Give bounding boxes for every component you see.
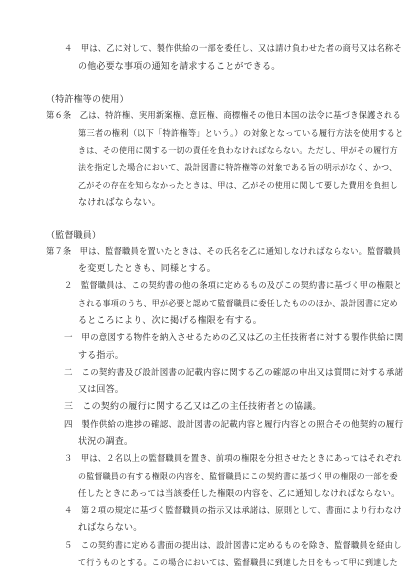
- article-7-para-5-line-2: て行うものとする。この場合においては、監督職員に到達した日をもって甲に到達した: [78, 558, 398, 567]
- article-6-line-4: 法を指定した場合において、設計図書に特許権等の対象である旨の明示がなく、かつ、: [78, 163, 398, 173]
- article-7-line-1: 第７条 甲は、監督職員を置いたときは、その氏名を乙に通知しなければならない。監督職員: [46, 245, 401, 256]
- article-6-line-3: きは、その使用に関する一切の責任を負わなければならない。ただし、甲がその履行方: [78, 145, 398, 155]
- article-6-line-1: 第６条 乙は、特許権、実用新案権、意匠権、商標権その他日本国の法令に基づき保護される: [46, 110, 401, 121]
- item-1-line-1: 一 甲の意図する物件を納入させるための乙又は乙の主任技術者に対する製作供給に関: [64, 333, 404, 344]
- article-7-para-3-line-2: の監督職員の有する権限の内容を、監督職員にこの契約書に基づく甲の権限の一部を委: [78, 471, 398, 481]
- item-2-line-1: 二 この契約書及び設計図書の記載内容に関する乙の確認の申出又は質問に対する承諾: [64, 367, 404, 378]
- clause-5-para-4-line-1: ４ 甲は、乙に対して、製作供給の一部を委任し、又は請け負わせた者の商号又は名称そ: [64, 43, 402, 53]
- heading-patent-rights: （特許権等の使用）: [46, 94, 129, 105]
- article-7-para-3-line-3: 任したときにあっては当該委任した権限の内容を、乙に通知しなければならない。: [78, 488, 400, 499]
- item-2-line-2: 又は回答。: [78, 385, 125, 396]
- item-3-line-1: 三 この契約の履行に関する乙又は乙の主任技術者との協議。: [64, 402, 322, 413]
- item-4-line-2: 状況の調査。: [78, 437, 134, 447]
- article-6-line-2: 第三者の権利（以下「特許権等」という。）の対象となっている履行方法を使用すると: [78, 127, 404, 138]
- article-7-para-2-line-1: ２ 監督職員は、この契約書の他の条項に定めるもの及びこの契約書に基づく甲の権限と: [64, 280, 402, 291]
- article-6-line-6: なければならない。: [78, 197, 161, 208]
- heading-supervisor: （監督職員）: [46, 230, 102, 241]
- article-7-para-4-line-2: ればならない。: [78, 523, 143, 534]
- article-6-line-5: 乙がその存在を知らなかったときは、甲は、乙がその使用に関して要した費用を負担し: [78, 180, 398, 190]
- clause-5-para-4-line-2: の他必要な事項の通知を請求することができる。: [78, 62, 281, 73]
- article-7-para-3-line-1: ３ 甲は、２名以上の監督職員を置き、前項の権限を分担させたときにあってはそれぞれ: [64, 453, 402, 464]
- item-4-line-1: 四 製作供給の進捗の確認、設計図書の記載内容と履行内容との照合その他契約の履行: [64, 419, 404, 430]
- article-7-line-2: を変更したときも、同様とする。: [78, 264, 217, 275]
- item-1-line-2: する指示。: [78, 350, 125, 361]
- article-7-para-2-line-3: るところにより、次に掲げる権限を有する。: [78, 316, 263, 326]
- article-7-para-5-line-1: ５ この契約書に定める書面の提出は、設計図書に定めるものを除き、監督職員を経由し: [64, 539, 402, 550]
- article-7-para-4-line-1: ４ 第２項の規定に基づく監督職員の指示又は承諾は、原則として、書面により行わなけ: [64, 505, 402, 516]
- article-7-para-2-line-2: される事項のうち、甲が必要と認めて監督職員に委任したもののほか、設計図書に定め: [78, 298, 398, 308]
